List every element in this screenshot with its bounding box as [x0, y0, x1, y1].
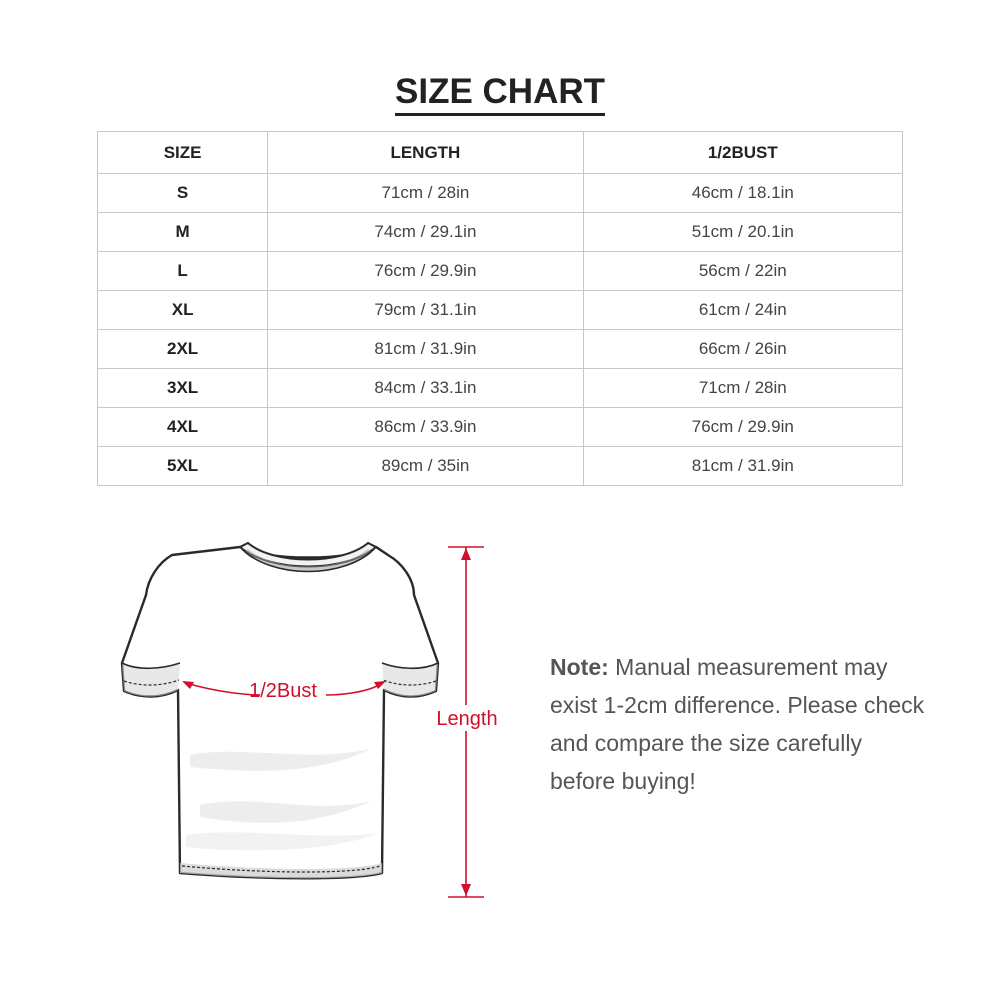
bust-cell: 56cm / 22in — [583, 252, 902, 291]
table-row — [98, 369, 903, 408]
note-text: Manual measurement may exist 1-2cm difference. Please check and compare the size carefully before buying! — [550, 654, 925, 794]
table-row — [98, 291, 903, 330]
size-chart-title-wrap — [0, 72, 1000, 116]
length-cell: 71cm / 28in — [268, 174, 583, 213]
bust-cell: 81cm / 31.9in — [583, 447, 902, 486]
note-label: Note: — [550, 654, 609, 680]
length-cell: 86cm / 33.9in — [268, 408, 583, 447]
header-length: LENGTH — [268, 132, 583, 174]
length-cell: 79cm / 31.1in — [268, 291, 583, 330]
header-bust: 1/2BUST — [583, 132, 902, 174]
size-cell: S — [98, 174, 268, 213]
bust-cell: 76cm / 29.9in — [583, 408, 902, 447]
length-cell: 76cm / 29.9in — [268, 252, 583, 291]
bust-cell: 61cm / 24in — [583, 291, 902, 330]
bust-label: 1/2Bust — [249, 680, 317, 702]
bust-cell: 51cm / 20.1in — [583, 213, 902, 252]
length-cell: 81cm / 31.9in — [268, 330, 583, 369]
size-cell: L — [98, 252, 268, 291]
bust-cell: 71cm / 28in — [583, 369, 902, 408]
table-row — [98, 252, 903, 291]
t-shirt-outline — [122, 547, 438, 878]
size-cell: 2XL — [98, 330, 268, 369]
size-cell: 4XL — [98, 408, 268, 447]
t-shirt-icon — [110, 535, 510, 915]
table-header-row — [98, 132, 903, 174]
length-label: Length — [436, 708, 498, 730]
bust-cell: 46cm / 18.1in — [583, 174, 902, 213]
size-cell: 3XL — [98, 369, 268, 408]
table-row — [98, 330, 903, 369]
length-cell: 84cm / 33.1in — [268, 369, 583, 408]
size-cell: XL — [98, 291, 268, 330]
size-chart-title: SIZE CHART — [395, 72, 605, 116]
table-row — [98, 408, 903, 447]
header-size: SIZE — [98, 132, 268, 174]
size-cell: M — [98, 213, 268, 252]
measurement-diagram — [110, 535, 510, 915]
note-block — [550, 648, 930, 800]
length-cell: 74cm / 29.1in — [268, 213, 583, 252]
size-cell: 5XL — [98, 447, 268, 486]
bust-cell: 66cm / 26in — [583, 330, 902, 369]
table-row — [98, 174, 903, 213]
table-row — [98, 213, 903, 252]
length-cell: 89cm / 35in — [268, 447, 583, 486]
size-table — [97, 131, 903, 486]
table-row — [98, 447, 903, 486]
